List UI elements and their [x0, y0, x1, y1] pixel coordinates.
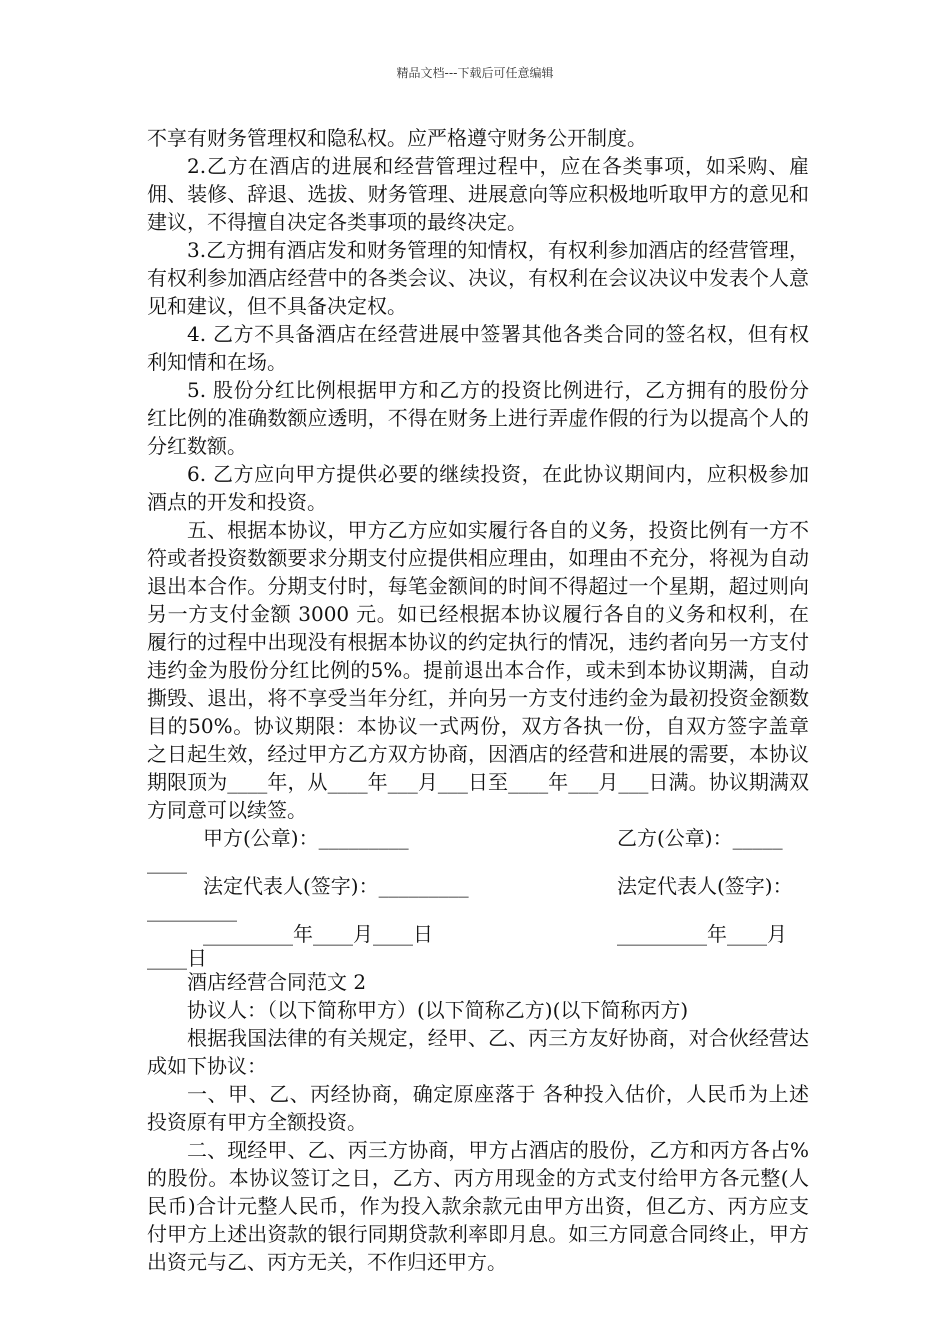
rep-a: 法定代表人(签字)：_________: [203, 874, 469, 898]
document-body: [147, 124, 809, 1276]
rep-b-continuation: _________: [147, 898, 237, 922]
paragraph: 五、根据本协议，甲方乙方应如实履行各自的义务，投资比例有一方不符或者投资数额要求分期支付应提供相应理由，如理由不充分，将视为自动退出本合作。分期支付时，每笔金额间的时间不得超过一个星期，超过则向另一方支付金额 3000 元。如已经根据本协议履行各自的义务和权利，在履行的过程中出现没有根据本协议的约定执行的情况，违约者向另一方支付违约金为股份分红比例的5%。提前退出本合作，或未到本协议期满，自动撕毁、退出，将不享受当年分红，并向另一方支付违约金为最初投资金额数目的50%。协议期限：本协议一式两份，双方各执一份，自双方签字盖章之日起生效，经过甲方乙方双方协商，因酒店的经营和进展的需要，本协议期限顶为____年，从____年___月___日至____年___月___日满。协议期满双方同意可以续签。: [147, 518, 809, 822]
signature-row-seal: [147, 824, 809, 852]
section-title: 酒店经营合同范文 2: [187, 970, 367, 994]
date-b-continuation: ____日: [147, 946, 207, 970]
paragraph: 4. 乙方不具备酒店在经营进展中签署其他各类合同的签名权，但有权利知情和在场。: [147, 322, 809, 374]
party-a-seal: 甲方(公章)：_________: [203, 826, 409, 850]
date-b: _________年____月: [617, 922, 787, 946]
paragraph: 6. 乙方应向甲方提供必要的继续投资，在此协议期间内，应积极参加酒点的开发和投资。: [147, 462, 809, 514]
rep-b: 法定代表人(签字)：: [617, 874, 793, 898]
paragraph: 不享有财务管理权和隐私权。应严格遵守财务公开制度。: [147, 126, 647, 150]
signature-row-date: [147, 920, 809, 948]
paragraph: 5. 股份分红比例根据甲方和乙方的投资比例进行，乙方拥有的股份分红比例的准确数额应透明，不得在财务上进行弄虚作假的行为以提高个人的分红数额。: [147, 378, 809, 458]
paragraph: 一、甲、乙、丙经协商，确定原座落于 各种投入估价，人民币为上述投资原有甲方全额投资。: [147, 1082, 809, 1134]
signature-row-representative: [147, 872, 809, 900]
page-header: 精品文档---下载后可任意编辑: [396, 66, 554, 80]
paragraph: 3.乙方拥有酒店发和财务管理的知情权，有权利参加酒店的经营管理，有权利参加酒店经营中的各类会议、决议，有权利在会议决议中发表个人意见和建议，但不具备决定权。: [147, 238, 809, 318]
party-b-seal-continuation: ____: [147, 850, 187, 874]
date-a: _________年____月____日: [203, 922, 433, 946]
party-b-seal: 乙方(公章)：_____: [617, 826, 783, 850]
paragraph: 2.乙方在酒店的进展和经营管理过程中，应在各类事项，如采购、雇佣、装修、辞退、选拔、财务管理、进展意向等应积极地听取甲方的意见和建议，不得擅自决定各类事项的最终决定。: [147, 154, 809, 234]
paragraph: 二、现经甲、乙、丙三方协商，甲方占酒店的股份，乙方和丙方各占%的股份。本协议签订之日，乙方、丙方用现金的方式支付给甲方各元整(人民币)合计元整人民币，作为投入款余款元由甲方出资，但乙方、丙方应支付甲方上述出资款的银行同期贷款利率即月息。如三方同意合同终止，甲方出资元与乙、丙方无关，不作归还甲方。: [147, 1138, 809, 1274]
paragraph: 根据我国法律的有关规定，经甲、乙、丙三方友好协商，对合伙经营达成如下协议：: [147, 1026, 809, 1078]
paragraph: 协议人：（以下简称甲方）(以下简称乙方)(以下简称丙方): [187, 998, 689, 1022]
